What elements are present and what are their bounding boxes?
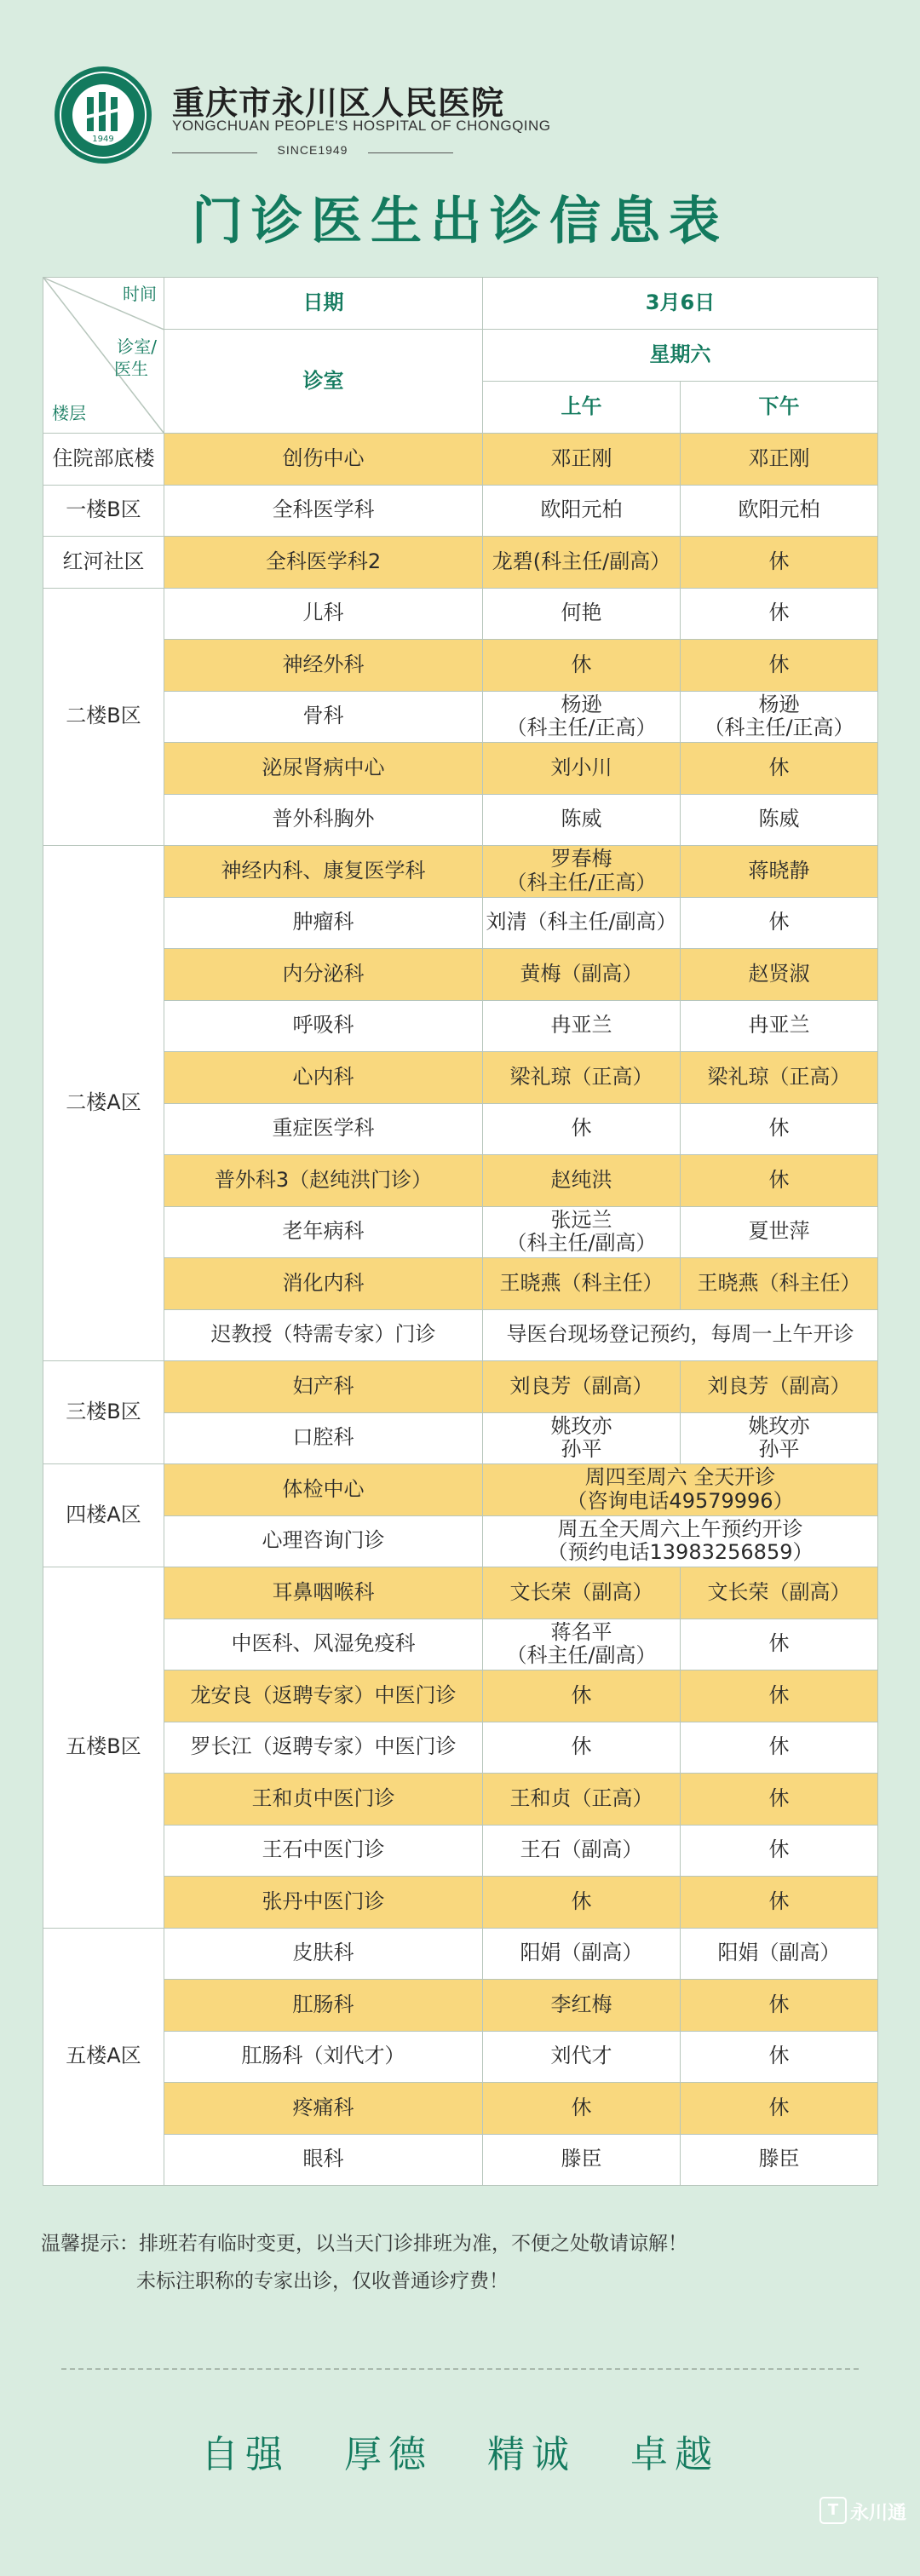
am-line: 王和贞（正高） bbox=[509, 1785, 653, 1810]
am2-line: （科主任/正高） bbox=[506, 716, 657, 740]
am-doctor-cell bbox=[483, 1103, 681, 1155]
table-row bbox=[43, 1206, 878, 1258]
am-line: 杨逊 bbox=[561, 692, 602, 716]
am-line: 何艳 bbox=[561, 601, 602, 625]
floor-cell: 一楼B区 bbox=[43, 485, 164, 537]
pm-doctor-cell bbox=[681, 1774, 878, 1826]
table-row bbox=[43, 1980, 878, 2032]
hospital-name-cn: 重庆市永川区人民医院 bbox=[172, 84, 505, 122]
dept-cell: 普外科胸外 bbox=[164, 794, 483, 846]
am-doctor-cell bbox=[483, 1670, 681, 1722]
pm-doctor-cell bbox=[681, 743, 878, 795]
merged-line: 周四至周六 全天开诊 bbox=[584, 1465, 776, 1490]
dept-cell: 中医科、风湿免疫科 bbox=[164, 1619, 483, 1670]
am-doctor-cell bbox=[483, 1980, 681, 2032]
am2-line: （科主任/正高） bbox=[506, 870, 657, 894]
am-doctor-cell bbox=[483, 2083, 681, 2135]
am-line: 刘小川 bbox=[550, 755, 612, 779]
am-doctor-cell bbox=[483, 691, 681, 743]
pm-line: 休 bbox=[768, 910, 790, 934]
pm-doctor-cell bbox=[681, 1877, 878, 1929]
motto-word: 精诚 bbox=[487, 2433, 576, 2476]
am2-line: 孙平 bbox=[561, 1437, 602, 1462]
pm-doctor-cell bbox=[681, 1206, 878, 1258]
floor-cell: 红河社区 bbox=[43, 537, 164, 589]
am-doctor-cell bbox=[483, 1928, 681, 1980]
table-row bbox=[43, 1619, 878, 1670]
am-line: 黄梅（副高） bbox=[520, 961, 643, 986]
am2-line: （科主任/副高） bbox=[506, 1231, 657, 1256]
hospital-logo-icon bbox=[53, 65, 153, 165]
pm-line: 欧阳元柏 bbox=[738, 497, 820, 522]
table-row bbox=[43, 743, 878, 795]
am-doctor-cell bbox=[483, 1000, 681, 1052]
pm-line: 休 bbox=[768, 549, 790, 573]
table-row bbox=[43, 897, 878, 949]
pm-line: 邓正刚 bbox=[748, 446, 810, 470]
am-doctor-cell bbox=[483, 794, 681, 846]
pm-doctor-cell bbox=[681, 794, 878, 846]
pm-line: 休 bbox=[768, 1734, 790, 1759]
pm-line: 休 bbox=[768, 1785, 790, 1810]
dept-cell: 心理咨询门诊 bbox=[164, 1515, 483, 1567]
pm-line: 休 bbox=[768, 1682, 790, 1707]
am-line: 欧阳元柏 bbox=[540, 497, 623, 522]
table-row bbox=[43, 1103, 878, 1155]
dept-cell: 迟教授（特需专家）门诊 bbox=[164, 1309, 483, 1361]
pm-doctor-cell bbox=[681, 1412, 878, 1464]
am-doctor-cell bbox=[483, 1774, 681, 1826]
table-row bbox=[43, 1877, 878, 1929]
date-value: 3月6日 bbox=[483, 278, 878, 330]
corner-floor-label: 楼层 bbox=[52, 403, 86, 423]
dept-cell: 口腔科 bbox=[164, 1412, 483, 1464]
table-row bbox=[43, 1258, 878, 1310]
pm-line: 休 bbox=[768, 1167, 790, 1192]
pm-doctor-cell bbox=[681, 1670, 878, 1722]
am-line: 李红梅 bbox=[550, 1992, 612, 2016]
table-row bbox=[43, 1361, 878, 1413]
dept-cell: 普外科3（赵纯洪门诊） bbox=[164, 1155, 483, 1207]
am-doctor-cell bbox=[483, 1361, 681, 1413]
pm-line: 休 bbox=[768, 601, 790, 625]
dept-cell: 心内科 bbox=[164, 1052, 483, 1104]
dept-cell: 肛肠科 bbox=[164, 1980, 483, 2032]
am-doctor-cell bbox=[483, 485, 681, 537]
table-row bbox=[43, 691, 878, 743]
dept-cell: 肿瘤科 bbox=[164, 897, 483, 949]
am-line: 休 bbox=[571, 1734, 592, 1759]
dept-cell: 体检中心 bbox=[164, 1464, 483, 1516]
pm-doctor-cell bbox=[681, 691, 878, 743]
table-row bbox=[43, 1309, 878, 1361]
table-row bbox=[43, 1515, 878, 1567]
pm-doctor-cell bbox=[681, 949, 878, 1001]
pm-line: 休 bbox=[768, 1631, 790, 1656]
am-doctor-cell bbox=[483, 1825, 681, 1877]
am-line: 赵纯洪 bbox=[550, 1167, 612, 1192]
pm-line: 休 bbox=[768, 1837, 790, 1862]
am-line: 休 bbox=[571, 2095, 592, 2119]
dept-cell: 消化内科 bbox=[164, 1258, 483, 1310]
merged-line: 周五全天周六上午预约开诊 bbox=[557, 1516, 803, 1541]
am-doctor-cell bbox=[483, 588, 681, 640]
watermark-text: 永川通 bbox=[850, 2503, 907, 2524]
am-doctor-cell bbox=[483, 1567, 681, 1619]
pm-doctor-cell bbox=[681, 2083, 878, 2135]
am-doctor-cell bbox=[483, 640, 681, 692]
table-row bbox=[43, 794, 878, 846]
dept-cell: 龙安良（返聘专家）中医门诊 bbox=[164, 1670, 483, 1722]
pm-doctor-cell bbox=[681, 1103, 878, 1155]
am-doctor-cell bbox=[483, 743, 681, 795]
room-label: 诊室 bbox=[164, 330, 483, 434]
motto-word: 卓越 bbox=[630, 2433, 719, 2476]
dept-cell: 创伤中心 bbox=[164, 434, 483, 486]
motto bbox=[0, 2424, 920, 2478]
pm-doctor-cell bbox=[681, 1825, 878, 1877]
note-line-1: 温馨提示：排班若有临时变更，以当天门诊排班为准，不便之处敬请谅解！ bbox=[41, 2233, 687, 2255]
dept-cell: 神经外科 bbox=[164, 640, 483, 692]
dept-cell: 王和贞中医门诊 bbox=[164, 1774, 483, 1826]
pm-doctor-cell bbox=[681, 1361, 878, 1413]
table-row bbox=[43, 1670, 878, 1722]
am-doctor-cell bbox=[483, 897, 681, 949]
am-line: 王晓燕（科主任） bbox=[499, 1270, 664, 1295]
pm-doctor-cell bbox=[681, 1980, 878, 2032]
am-line: 休 bbox=[571, 1682, 592, 1707]
table-row bbox=[43, 1000, 878, 1052]
pm-line: 陈威 bbox=[758, 807, 800, 831]
dept-cell: 神经内科、康复医学科 bbox=[164, 846, 483, 898]
am-doctor-cell bbox=[483, 434, 681, 486]
page-title: 门诊医生出诊信息表 bbox=[192, 192, 728, 251]
pm-line: 刘良芳（副高） bbox=[707, 1373, 851, 1398]
dept-cell: 疼痛科 bbox=[164, 2083, 483, 2135]
am-line: 蒋名平 bbox=[550, 1619, 612, 1644]
dept-cell: 全科医学科 bbox=[164, 485, 483, 537]
pm-line: 冉亚兰 bbox=[748, 1013, 810, 1038]
am-line: 冉亚兰 bbox=[550, 1013, 612, 1038]
dept-cell: 骨科 bbox=[164, 691, 483, 743]
table-row bbox=[43, 434, 878, 486]
table-row bbox=[43, 1774, 878, 1826]
dept-cell: 呼吸科 bbox=[164, 1000, 483, 1052]
table-row bbox=[43, 1722, 878, 1774]
am-doctor-cell bbox=[483, 1206, 681, 1258]
am-line: 姚玫亦 bbox=[550, 1413, 612, 1438]
am-line: 刘代才 bbox=[550, 2044, 612, 2068]
am-line: 阳娟（副高） bbox=[520, 1941, 643, 1965]
am-doctor-cell bbox=[483, 1052, 681, 1104]
watermark-icon: T bbox=[819, 2497, 847, 2524]
pm-line: 休 bbox=[768, 652, 790, 676]
am-line: 陈威 bbox=[561, 807, 602, 831]
table-row bbox=[43, 485, 878, 537]
dept-cell: 肛肠科（刘代才） bbox=[164, 2031, 483, 2083]
pm-line: 文长荣（副高） bbox=[707, 1579, 851, 1604]
pm-line: 梁礼琼（正高） bbox=[707, 1064, 851, 1089]
pm-doctor-cell bbox=[681, 2134, 878, 2186]
pm-doctor-cell bbox=[681, 1258, 878, 1310]
pm-line: 阳娟（副高） bbox=[717, 1941, 841, 1965]
am-doctor-cell bbox=[483, 537, 681, 589]
dept-cell: 内分泌科 bbox=[164, 949, 483, 1001]
dept-cell: 重症医学科 bbox=[164, 1103, 483, 1155]
dept-cell: 耳鼻咽喉科 bbox=[164, 1567, 483, 1619]
divider bbox=[61, 2368, 859, 2370]
watermark bbox=[819, 2492, 905, 2526]
hospital-header bbox=[53, 60, 551, 170]
corner-room-label: 诊室/ bbox=[117, 336, 157, 357]
am-line: 邓正刚 bbox=[550, 446, 612, 470]
pm-line: 姚玫亦 bbox=[748, 1413, 810, 1438]
dept-cell: 王石中医门诊 bbox=[164, 1825, 483, 1877]
am-line: 张远兰 bbox=[550, 1207, 612, 1232]
dept-cell: 儿科 bbox=[164, 588, 483, 640]
pm-line: 夏世萍 bbox=[748, 1219, 810, 1244]
merged-schedule-cell bbox=[483, 1464, 878, 1516]
pm-line: 赵贤淑 bbox=[748, 961, 810, 986]
pm-doctor-cell bbox=[681, 2031, 878, 2083]
am-doctor-cell bbox=[483, 1412, 681, 1464]
floor-cell: 五楼B区 bbox=[43, 1567, 164, 1929]
dept-cell: 全科医学科2 bbox=[164, 537, 483, 589]
pm-line: 王晓燕（科主任） bbox=[697, 1270, 861, 1295]
table-row bbox=[43, 1464, 878, 1516]
dept-cell: 眼科 bbox=[164, 2134, 483, 2186]
corner-time-label: 时间 bbox=[123, 284, 157, 304]
pm-doctor-cell bbox=[681, 1567, 878, 1619]
pm-doctor-cell bbox=[681, 640, 878, 692]
dept-cell: 老年病科 bbox=[164, 1206, 483, 1258]
table-row bbox=[43, 1825, 878, 1877]
am-doctor-cell bbox=[483, 1155, 681, 1207]
am-line: 休 bbox=[571, 1889, 592, 1913]
pm-doctor-cell bbox=[681, 537, 878, 589]
floor-cell: 住院部底楼 bbox=[43, 434, 164, 486]
am-doctor-cell bbox=[483, 1258, 681, 1310]
since-line bbox=[172, 143, 453, 164]
table-row bbox=[43, 1567, 878, 1619]
am-doctor-cell bbox=[483, 846, 681, 898]
pm-line: 蒋晓静 bbox=[748, 858, 810, 883]
am-doctor-cell bbox=[483, 1619, 681, 1670]
logo-year: 1949 bbox=[92, 135, 114, 144]
am-line: 梁礼琼（正高） bbox=[509, 1064, 653, 1089]
weekday-label: 星期六 bbox=[483, 330, 878, 382]
merged-line: 导医台现场登记预约，每周一上午开诊 bbox=[506, 1322, 854, 1347]
pm-line: 滕臣 bbox=[758, 2147, 800, 2171]
floor-cell: 五楼A区 bbox=[43, 1928, 164, 2186]
pm-doctor-cell bbox=[681, 588, 878, 640]
pm-doctor-cell bbox=[681, 1928, 878, 1980]
table-row bbox=[43, 2031, 878, 2083]
pm-line: 杨逊 bbox=[758, 692, 800, 716]
am-line: 刘清（科主任/副高） bbox=[486, 910, 677, 934]
am-doctor-cell bbox=[483, 1722, 681, 1774]
table-row bbox=[43, 537, 878, 589]
note-line-2: 未标注职称的专家出诊，仅收普通诊疗费！ bbox=[136, 2270, 509, 2292]
pm-doctor-cell bbox=[681, 1052, 878, 1104]
am-doctor-cell bbox=[483, 2031, 681, 2083]
am-line: 休 bbox=[571, 652, 592, 676]
pm-line: 休 bbox=[768, 2095, 790, 2119]
table-row bbox=[43, 2083, 878, 2135]
dept-cell: 妇产科 bbox=[164, 1361, 483, 1413]
table-row bbox=[43, 846, 878, 898]
table-row bbox=[43, 1928, 878, 1980]
date-label: 日期 bbox=[164, 278, 483, 330]
am-line: 罗春梅 bbox=[550, 847, 612, 871]
floor-cell: 四楼A区 bbox=[43, 1464, 164, 1567]
floor-cell: 二楼A区 bbox=[43, 846, 164, 1361]
am-doctor-cell bbox=[483, 2134, 681, 2186]
pm-line: 休 bbox=[768, 1889, 790, 1913]
dept-cell: 罗长江（返聘专家）中医门诊 bbox=[164, 1722, 483, 1774]
pm-doctor-cell bbox=[681, 1155, 878, 1207]
pm2-line: 孙平 bbox=[758, 1437, 800, 1462]
table-row bbox=[43, 588, 878, 640]
pm-doctor-cell bbox=[681, 1722, 878, 1774]
pm-doctor-cell bbox=[681, 1619, 878, 1670]
pm-line: 休 bbox=[768, 755, 790, 779]
merged2-line: （预约电话13983256859） bbox=[547, 1540, 814, 1565]
table-row bbox=[43, 1052, 878, 1104]
am-line: 滕臣 bbox=[561, 2147, 602, 2171]
table-row bbox=[43, 2134, 878, 2186]
pm-line: 休 bbox=[768, 1116, 790, 1141]
am-label: 上午 bbox=[483, 382, 681, 434]
notes bbox=[41, 2225, 687, 2300]
schedule-table bbox=[43, 277, 878, 2186]
pm-doctor-cell bbox=[681, 434, 878, 486]
am-line: 王石（副高） bbox=[520, 1837, 643, 1862]
am-line: 龙碧(科主任/副高） bbox=[492, 549, 671, 573]
table-row bbox=[43, 640, 878, 692]
am-doctor-cell bbox=[483, 1877, 681, 1929]
table-row bbox=[43, 949, 878, 1001]
table-row bbox=[43, 1155, 878, 1207]
pm-doctor-cell bbox=[681, 897, 878, 949]
motto-word: 自强 bbox=[201, 2433, 290, 2476]
pm-line: 休 bbox=[768, 2044, 790, 2068]
dept-cell: 泌尿肾病中心 bbox=[164, 743, 483, 795]
merged2-line: （咨询电话49579996） bbox=[566, 1488, 794, 1513]
merged-schedule-cell bbox=[483, 1515, 878, 1567]
hospital-name-en: YONGCHUAN PEOPLE'S HOSPITAL OF CHONGQING bbox=[172, 118, 551, 134]
table-corner bbox=[43, 278, 164, 434]
am-line: 刘良芳（副高） bbox=[509, 1373, 653, 1398]
pm2-line: （科主任/正高） bbox=[704, 716, 854, 740]
am-line: 文长荣（副高） bbox=[509, 1579, 653, 1604]
pm-doctor-cell bbox=[681, 1000, 878, 1052]
corner-doctor-label: 医生 bbox=[114, 359, 148, 379]
dept-cell: 皮肤科 bbox=[164, 1928, 483, 1980]
pm-doctor-cell bbox=[681, 846, 878, 898]
pm-label: 下午 bbox=[681, 382, 878, 434]
table-row bbox=[43, 1412, 878, 1464]
dept-cell: 张丹中医门诊 bbox=[164, 1877, 483, 1929]
am-line: 休 bbox=[571, 1116, 592, 1141]
floor-cell: 三楼B区 bbox=[43, 1361, 164, 1464]
am2-line: （科主任/副高） bbox=[506, 1643, 657, 1668]
floor-cell: 二楼B区 bbox=[43, 588, 164, 846]
merged-schedule-cell bbox=[483, 1309, 878, 1361]
pm-doctor-cell bbox=[681, 485, 878, 537]
am-doctor-cell bbox=[483, 949, 681, 1001]
pm-line: 休 bbox=[768, 1992, 790, 2016]
motto-word: 厚德 bbox=[344, 2433, 433, 2476]
since-text: SINCE1949 bbox=[277, 143, 348, 157]
